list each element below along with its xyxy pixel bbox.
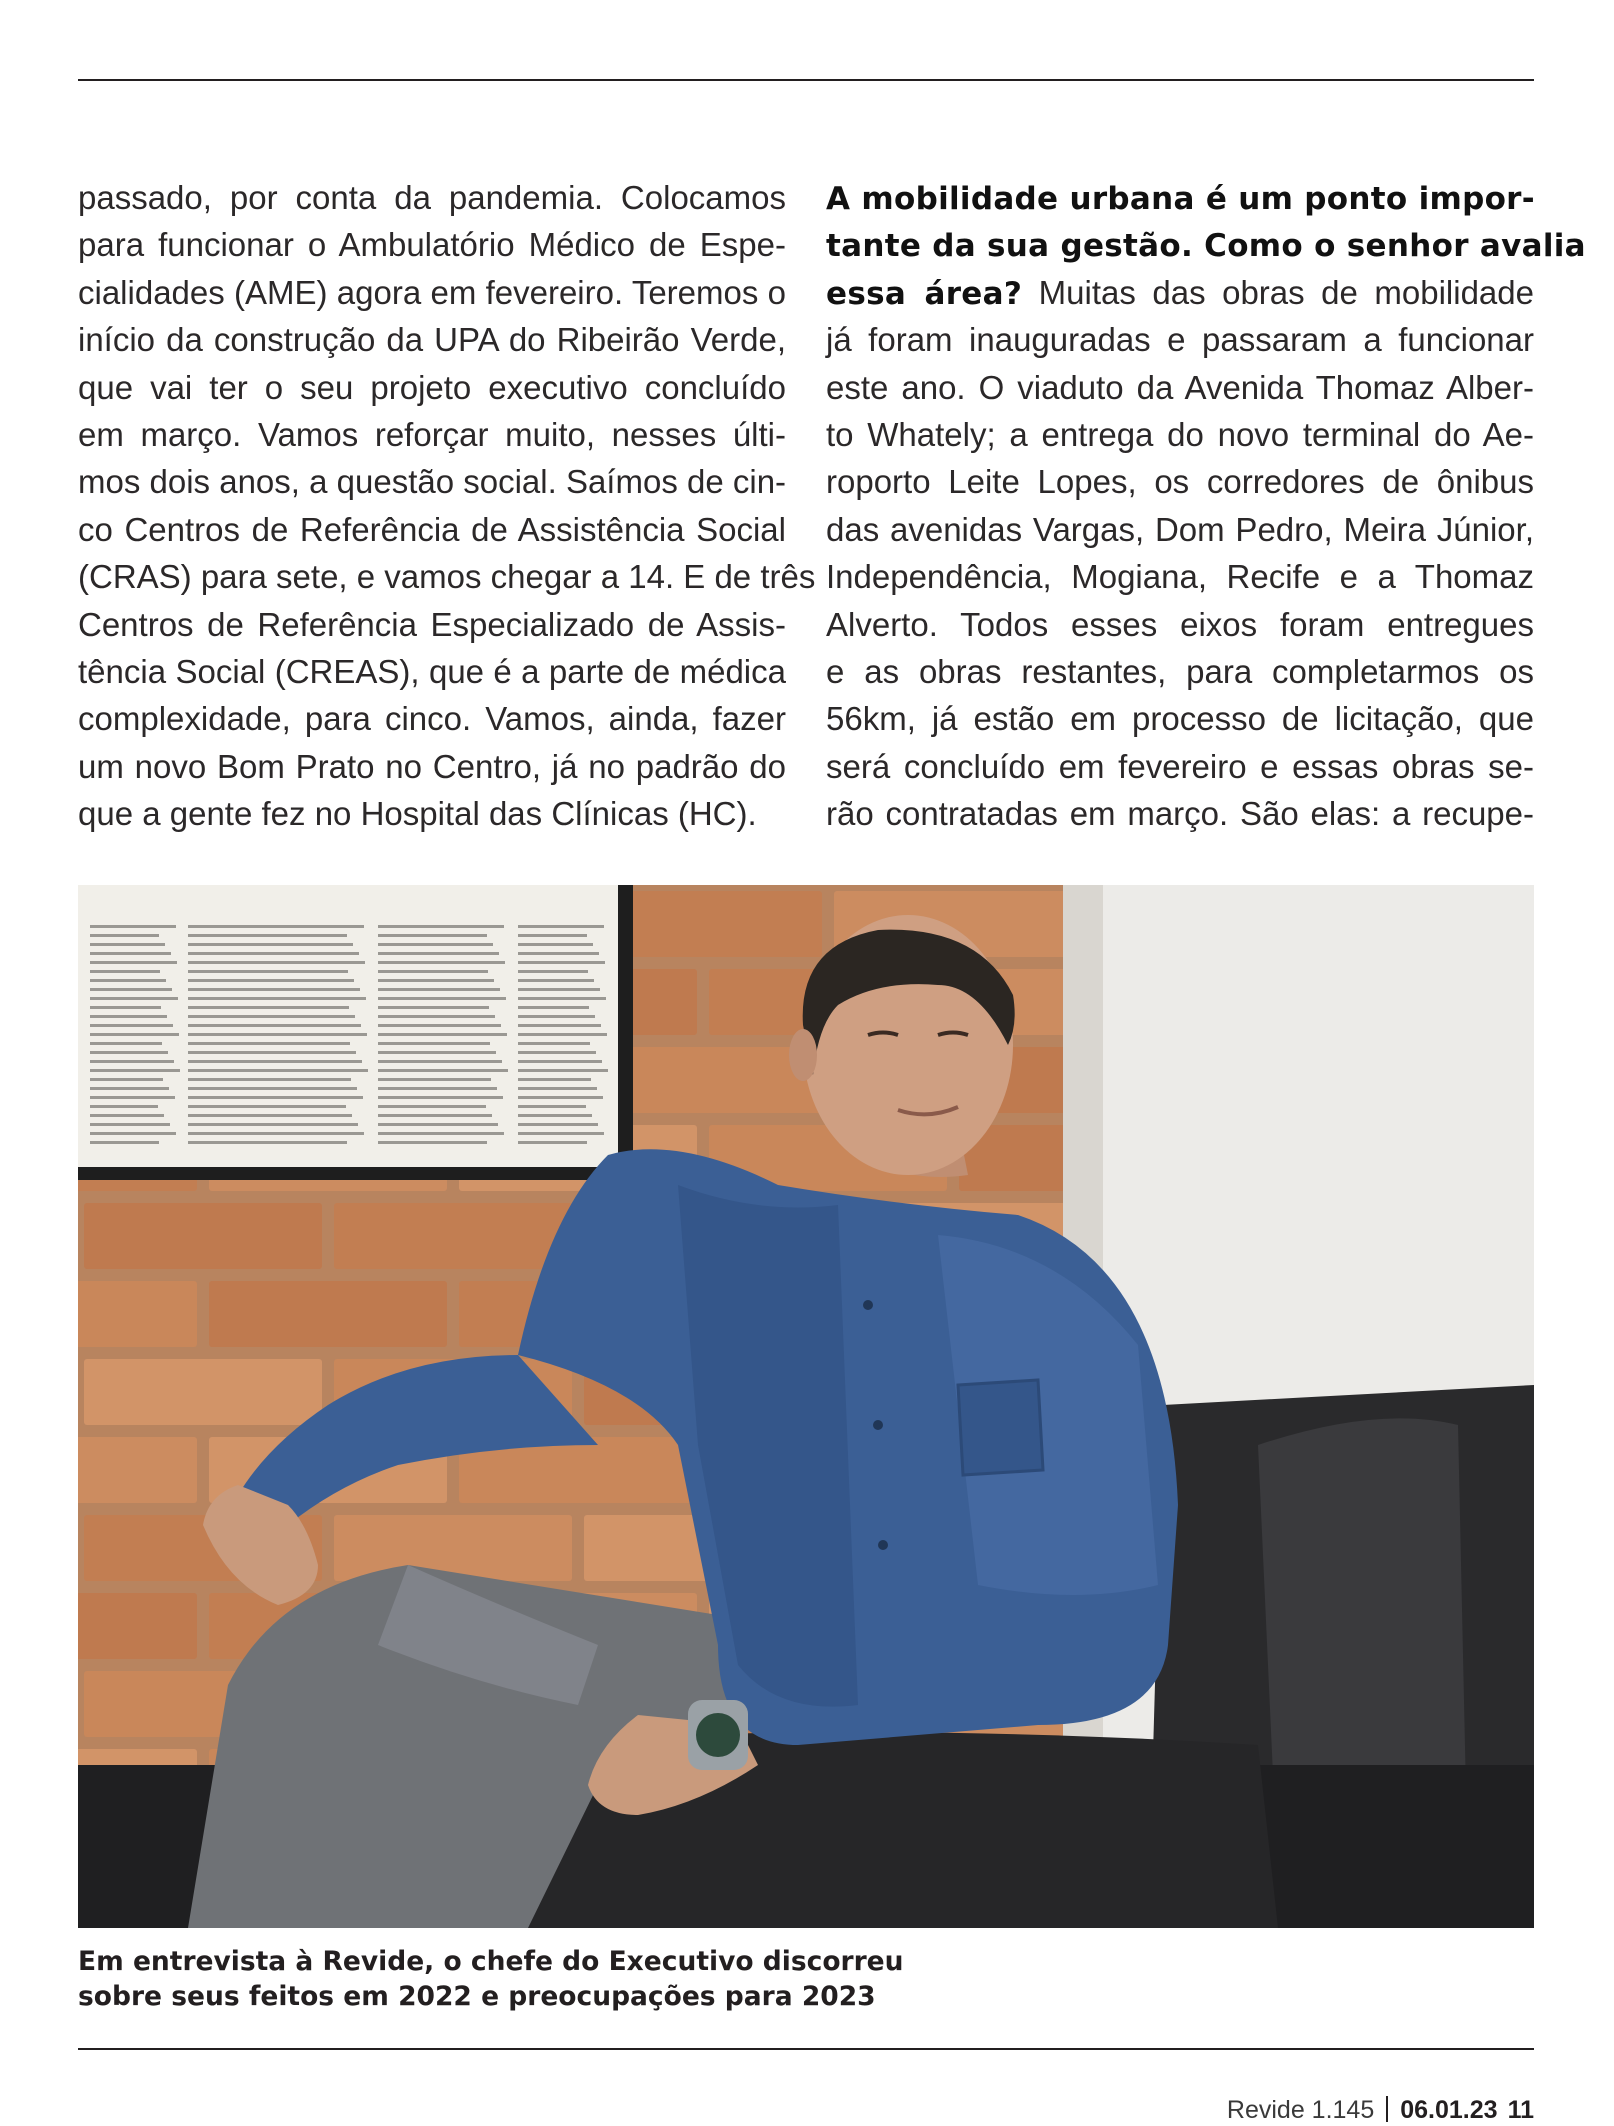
newsprint-line	[188, 925, 364, 928]
question-tail: essa área?	[826, 275, 1023, 312]
text-line: Independência, Mogiana, Recife e a Thomaz	[826, 558, 1534, 596]
newsprint-line	[90, 1042, 162, 1045]
text-line: (CRAS) para sete, e vamos chegar a 14. E de três	[78, 558, 816, 596]
text-line: Centros de Referência Especializado de Assis-	[78, 605, 786, 643]
newsprint-line	[188, 1069, 368, 1072]
newsprint-line	[188, 1105, 346, 1108]
text-line: 56km, já estão em processo de licitação, que	[826, 700, 1534, 738]
newsprint-line	[518, 925, 604, 928]
newsprint-line	[518, 1132, 604, 1135]
answer-start: Muitas das obras de mobilidade	[1022, 273, 1534, 311]
newsprint-line	[518, 1069, 608, 1072]
newsprint-line	[90, 1087, 169, 1090]
newsprint-line	[378, 943, 493, 946]
text-line: para funcionar o Ambulatório Médico de Espe-	[78, 226, 786, 264]
newsprint-line	[90, 997, 178, 1000]
text-line: tência Social (CREAS), que é a parte de médica	[78, 652, 786, 690]
newsprint-line	[518, 1033, 607, 1036]
newsprint-line	[188, 1033, 367, 1036]
issue-date: 06.01.23	[1400, 2096, 1498, 2124]
question-line: tante da sua gestão. Como o senhor avalia	[826, 228, 1586, 265]
text-line: cialidades (AME) agora em fevereiro. Teremos o	[78, 273, 786, 311]
interview-photo	[78, 885, 1534, 1928]
page-footer	[1227, 2096, 1534, 2125]
newsprint-line	[518, 1024, 601, 1027]
newsprint-line	[90, 1141, 159, 1144]
newsprint-line	[90, 1051, 168, 1054]
newsprint-line	[378, 1006, 489, 1009]
newsprint-line	[518, 1105, 586, 1108]
newsprint-line	[518, 1051, 596, 1054]
newsprint-line	[90, 943, 165, 946]
newsprint-line	[518, 1060, 602, 1063]
newsprint-line	[188, 1096, 363, 1099]
brick	[78, 1281, 197, 1347]
brick	[334, 1515, 572, 1581]
brick	[84, 1203, 322, 1269]
newsprint-line	[378, 934, 487, 937]
newsprint-line	[378, 1060, 502, 1063]
newsprint-line	[90, 1033, 179, 1036]
answer-body	[826, 316, 1534, 837]
page-number: 11	[1507, 2096, 1534, 2124]
text-line: que a gente fez no Hospital das Clínicas (HC).	[78, 795, 757, 833]
newsprint-line	[518, 997, 606, 1000]
newsprint-line	[188, 1078, 351, 1081]
text-line: rão contratadas em março. São elas: a recupe-	[826, 795, 1534, 833]
newsprint-line	[188, 1060, 362, 1063]
newsprint-line	[378, 1141, 487, 1144]
newsprint-line	[188, 1024, 361, 1027]
newsprint-line	[378, 988, 500, 991]
photo-caption	[78, 1944, 1078, 2014]
text-line: que vai ter o seu projeto executivo concluído	[78, 368, 786, 406]
newsprint-line	[378, 1096, 503, 1099]
text-line: to Whately; a entrega do novo terminal do Ae-	[826, 415, 1534, 453]
newsprint-line	[378, 1105, 486, 1108]
newsprint-line	[378, 961, 505, 964]
newsprint-line	[518, 1006, 589, 1009]
newsprint-line	[378, 1042, 490, 1045]
newsprint-line	[188, 1051, 356, 1054]
newsprint-line	[378, 1132, 504, 1135]
newsprint-line	[378, 979, 494, 982]
newsprint-line	[188, 1123, 358, 1126]
newsprint-line	[518, 1042, 590, 1045]
newsprint-line	[378, 970, 488, 973]
newsprint-line	[90, 1069, 180, 1072]
newsprint-line	[378, 997, 506, 1000]
left-column	[78, 174, 816, 837]
footer-separator	[1386, 2096, 1388, 2122]
newsprint-line	[378, 1078, 491, 1081]
newsprint-line	[378, 1114, 492, 1117]
text-line: complexidade, para cinco. Vamos, ainda, fazer	[78, 700, 786, 738]
newsprint-line	[188, 961, 365, 964]
newsprint-line	[188, 970, 348, 973]
newsprint-line	[518, 988, 600, 991]
newsprint-line	[90, 934, 159, 937]
newsprint-line	[90, 961, 177, 964]
newsprint-line	[378, 925, 504, 928]
newsprint-line	[518, 1078, 591, 1081]
brick	[334, 1203, 572, 1269]
newsprint-line	[518, 1141, 587, 1144]
newsprint-line	[90, 1132, 176, 1135]
newsprint-line	[518, 1096, 603, 1099]
text-line: mos dois anos, a questão social. Saímos de cin-	[78, 463, 787, 501]
newsprint-line	[90, 979, 166, 982]
newsprint-line	[518, 1015, 595, 1018]
newsprint-line	[378, 1087, 497, 1090]
text-line: passado, por conta da pandemia. Colocamos	[78, 179, 786, 216]
newsprint-line	[90, 1096, 175, 1099]
newsprint-line	[90, 952, 171, 955]
newsprint-line	[188, 1015, 355, 1018]
newsprint-line	[378, 1069, 508, 1072]
newsprint-line	[518, 952, 599, 955]
newsprint-line	[188, 979, 354, 982]
newsprint-line	[188, 1141, 347, 1144]
bottom-rule	[78, 2048, 1534, 2050]
text-line: em março. Vamos reforçar muito, nesses últi-	[78, 415, 786, 453]
newsprint-line	[90, 1114, 164, 1117]
right-column	[826, 174, 1586, 837]
newsprint-line	[90, 925, 176, 928]
caption-line: sobre seus feitos em 2022 e preocupações para 2023	[78, 1981, 876, 2012]
newsprint-line	[518, 979, 594, 982]
caption-line: Em entrevista à Revide, o chefe do Executivo discorreu	[78, 1946, 904, 1977]
newsprint-line	[90, 1015, 167, 1018]
text-line: será concluído em fevereiro e essas obras se-	[826, 747, 1534, 785]
text-line: e as obras restantes, para completarmos os	[826, 652, 1534, 690]
newsprint-line	[378, 1024, 501, 1027]
newsprint-line	[188, 1087, 357, 1090]
text-line: este ano. O viaduto da Avenida Thomaz Alber-	[826, 368, 1534, 406]
newsprint-line	[518, 1087, 597, 1090]
newsprint-line	[518, 970, 588, 973]
publication-issue: Revide 1.145	[1226, 2096, 1375, 2124]
newsprint-line	[188, 988, 360, 991]
newsprint-line	[188, 952, 359, 955]
newsprint-line	[378, 1033, 507, 1036]
newsprint-line	[518, 1123, 598, 1126]
newsprint-line	[90, 988, 172, 991]
question-answer-line	[826, 269, 1534, 316]
newsprint-line	[378, 1051, 496, 1054]
newsprint-line	[378, 1015, 495, 1018]
newsprint-line	[188, 1132, 364, 1135]
newsprint-line	[90, 970, 160, 973]
brick	[84, 1359, 322, 1425]
newsprint-line	[90, 1105, 158, 1108]
newsprint-line	[188, 1114, 352, 1117]
newsprint-line	[378, 952, 499, 955]
newsprint-line	[188, 934, 347, 937]
newsprint-line	[188, 943, 353, 946]
top-rule	[78, 79, 1534, 81]
newsprint-line	[188, 997, 366, 1000]
newsprint-line	[378, 1123, 498, 1126]
brick	[78, 1437, 197, 1503]
text-line: um novo Bom Prato no Centro, já no padrão do	[78, 747, 786, 785]
question-line: A mobilidade urbana é um ponto impor-	[826, 181, 1535, 217]
text-line: das avenidas Vargas, Dom Pedro, Meira Júnior,	[826, 510, 1534, 548]
newsprint-line	[188, 1042, 350, 1045]
newsprint-line	[518, 934, 587, 937]
newsprint-line	[518, 1114, 592, 1117]
text-line: co Centros de Referência de Assistência Social	[78, 510, 786, 548]
newsprint-line	[90, 1078, 163, 1081]
brick	[78, 1593, 197, 1659]
text-line: já foram inauguradas e passaram a funcionar	[826, 321, 1534, 359]
text-line: Alverto. Todos esses eixos foram entregues	[826, 605, 1534, 643]
newsprint-line	[90, 1060, 174, 1063]
newsprint-line	[518, 961, 605, 964]
text-line: roporto Leite Lopes, os corredores de ônibus	[826, 463, 1534, 501]
text-line: início da construção da UPA do Ribeirão Verde,	[78, 321, 786, 359]
newsprint-line	[90, 1024, 173, 1027]
brick	[209, 1281, 447, 1347]
newsprint-line	[518, 943, 593, 946]
newsprint-line	[90, 1006, 161, 1009]
newsprint-line	[188, 1006, 349, 1009]
newsprint-line	[90, 1123, 170, 1126]
